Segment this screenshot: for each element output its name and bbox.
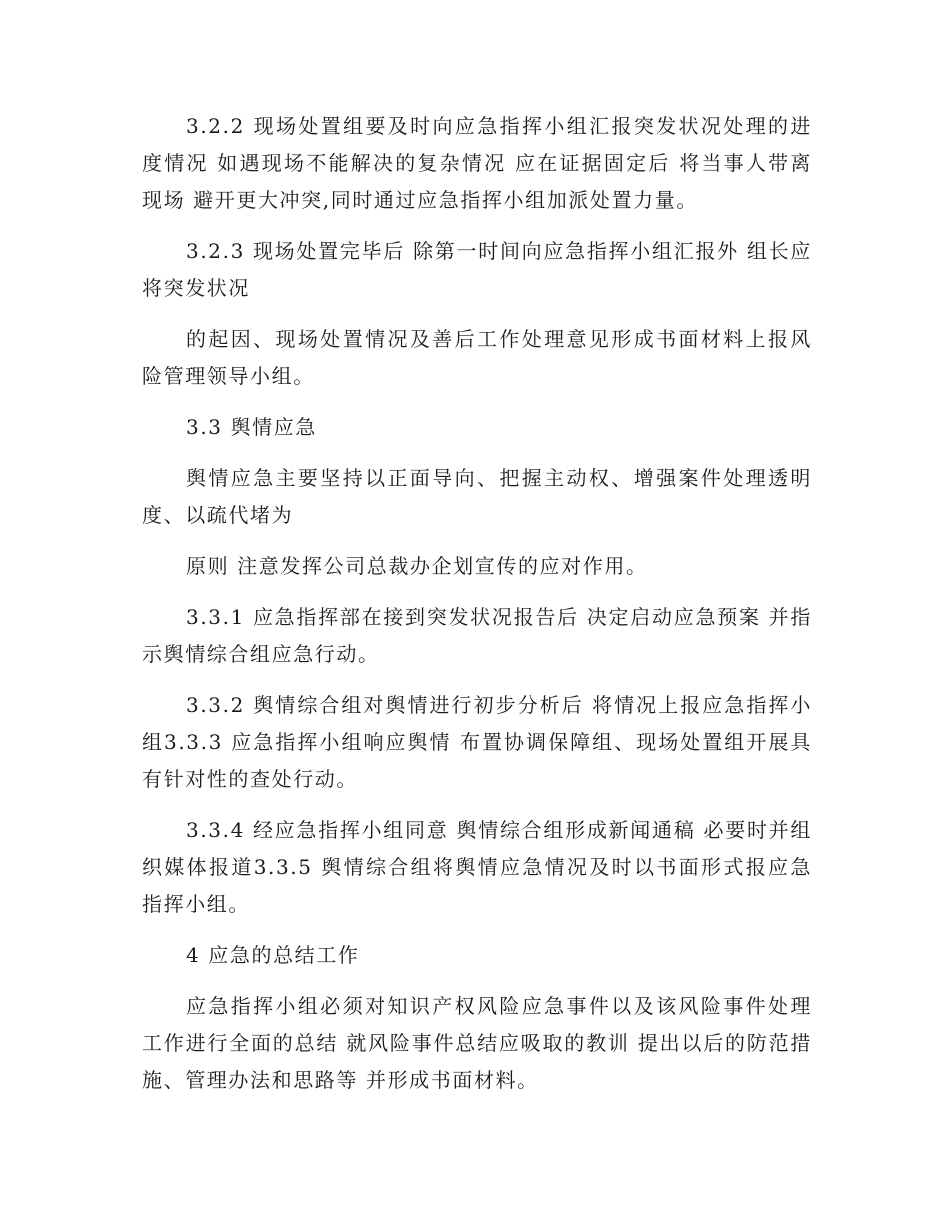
heading-4: 4 应急的总结工作 <box>186 943 360 967</box>
heading-3-3: 3.3 舆情应急 <box>186 415 317 439</box>
paragraph-3-2-3-continued: 的起因、现场处置情况及善后工作处理意见形成书面材料上报风险管理领导小组。 <box>142 327 812 388</box>
paragraph-3-3-1: 3.3.1 应急指挥部在接到突发状况报告后 决定启动应急预案 并指示舆情综合组应急行动。 <box>142 605 812 666</box>
paragraph-3-3-2: 3.3.2 舆情综合组对舆情进行初步分析后 将情况上报应急指挥小组3.3.3 应急指挥小组响应舆情 布置协调保障组、现场处置组开展具有针对性的查处行动。 <box>142 693 812 791</box>
paragraph-summary-work: 应急指挥小组必须对知识产权风险应急事件以及该风险事件处理工作进行全面的总结 就风险事件总结应吸取的教训 提出以后的防范措施、管理办法和思路等 并形成书面材料。 <box>142 994 812 1092</box>
document-body <box>142 108 812 1113</box>
paragraph-opinion-principle: 舆情应急主要坚持以正面导向、把握主动权、增强案件处理透明度、以疏代堵为 <box>142 466 812 527</box>
paragraph-3-3-4: 3.3.4 经应急指挥小组同意 舆情综合组形成新闻通稿 必要时并组织媒体报道3.3.5 舆情综合组将舆情应急情况及时以书面形式报应急指挥小组。 <box>142 818 812 916</box>
paragraph-3-2-3: 3.2.3 现场处置完毕后 除第一时间向应急指挥小组汇报外 组长应将突发状况 <box>142 239 812 300</box>
paragraph-3-2-2: 3.2.2 现场处置组要及时向应急指挥小组汇报突发状况处理的进度情况 如遇现场不能解决的复杂情况 应在证据固定后 将当事人带离现场 避开更大冲突,同时通过应急指挥小组加派处置力量。 <box>142 114 812 212</box>
paragraph-opinion-principle-continued: 原则 注意发挥公司总裁办企划宣传的应对作用。 <box>186 554 648 578</box>
